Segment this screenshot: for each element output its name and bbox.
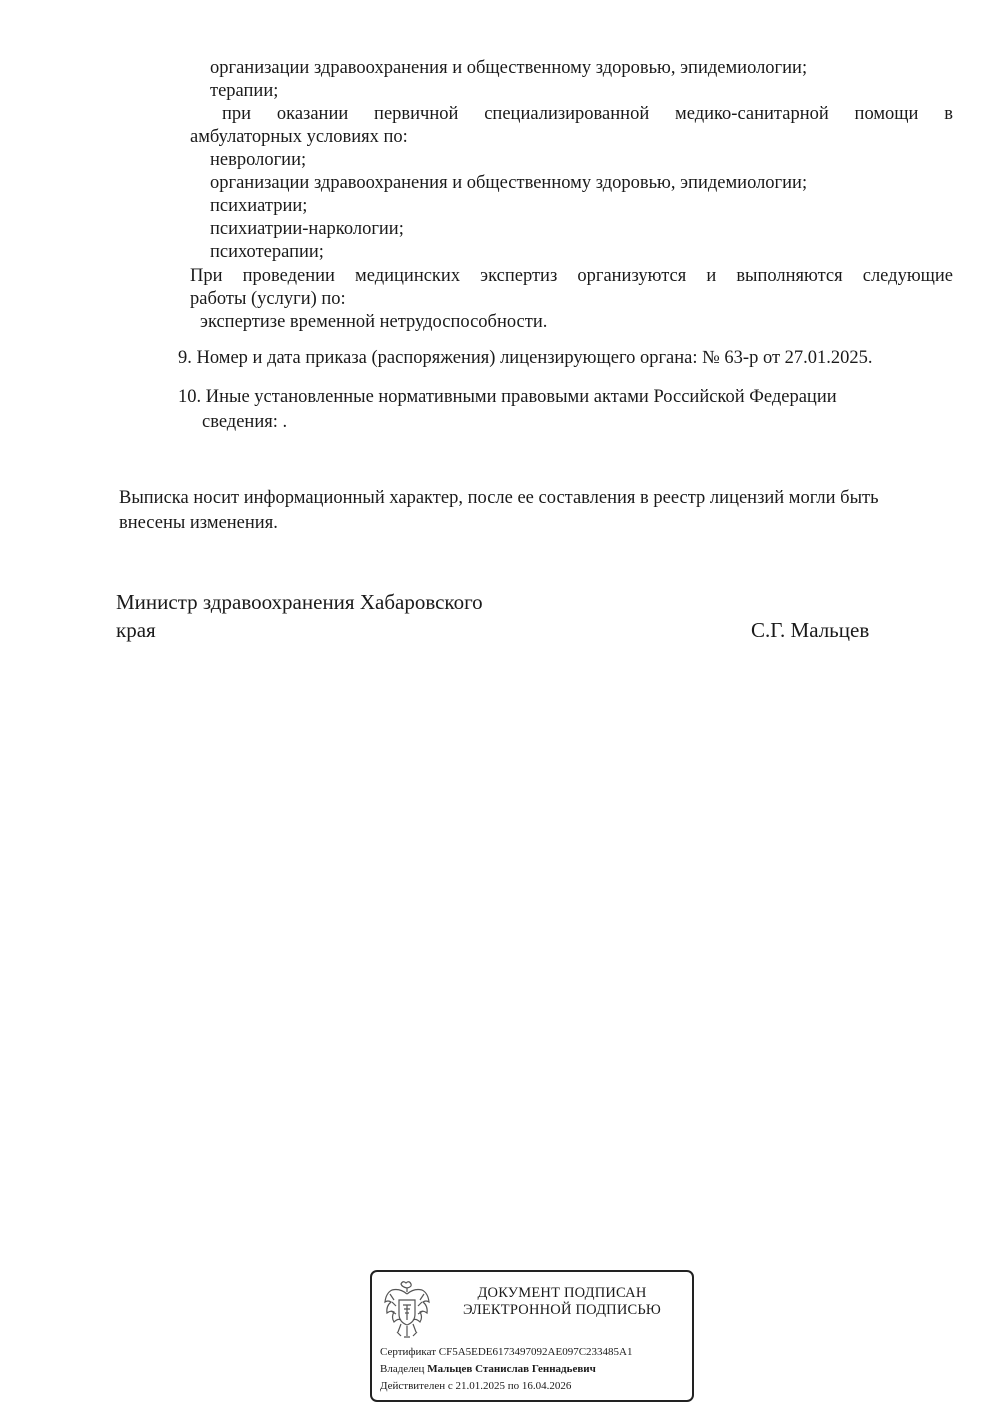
certificate-line xyxy=(380,1345,632,1359)
signer-name: С.Г. Мальцев xyxy=(751,618,870,642)
signer-position: Министр здравоохранения Хабаровского xyxy=(116,590,483,614)
certificate-label: Сертификат xyxy=(380,1346,436,1358)
activity-line: психиатрии-наркологии; xyxy=(210,219,404,239)
owner-value: Мальцев Станислав Геннадьевич xyxy=(427,1363,596,1375)
item-10-line: 10. Иные установленные нормативными правовыми актами Российской Федерации xyxy=(178,387,837,407)
activity-line: экспертизе временной нетрудоспособности. xyxy=(200,312,548,332)
item-9-order-number: 9. Номер и дата приказа (распоряжения) лицензирующего органа: № 63-р от 27.01.2025. xyxy=(178,348,873,368)
owner-line xyxy=(380,1362,596,1376)
activity-line: терапии; xyxy=(210,81,279,101)
validity-line: Действителен с 21.01.2025 по 16.04.2026 xyxy=(380,1380,572,1392)
activity-line: неврологии; xyxy=(210,150,307,170)
activity-line: амбулаторных условиях по: xyxy=(190,127,408,147)
activity-line: при оказании первичной специализированной медико-санитарной помощи в xyxy=(222,104,953,124)
signer-position: края xyxy=(116,618,156,642)
activity-line: психиатрии; xyxy=(210,196,308,216)
activity-line: организации здравоохранения и общественному здоровью, эпидемиологии; xyxy=(210,173,808,193)
certificate-value: CF5A5EDE6173497092AE097C233485A1 xyxy=(438,1346,633,1358)
owner-label: Владелец xyxy=(380,1363,425,1375)
stamp-title: ДОКУМЕНТ ПОДПИСАН xyxy=(477,1285,647,1301)
activity-line: психотерапии; xyxy=(210,242,324,262)
activity-line: работы (услуги) по: xyxy=(190,289,346,309)
item-10-line: сведения: . xyxy=(202,412,288,432)
activity-line: При проведении медицинских экспертиз организуются и выполняются следующие xyxy=(190,266,953,286)
stamp-title: ЭЛЕКТРОННОЙ ПОДПИСЬЮ xyxy=(462,1302,662,1318)
notice-line: внесены изменения. xyxy=(119,513,278,533)
activity-line: организации здравоохранения и общественному здоровью, эпидемиологии; xyxy=(210,58,808,78)
electronic-signature-stamp xyxy=(370,1270,694,1402)
notice-line: Выписка носит информационный характер, после ее составления в реестр лицензий могли быть xyxy=(119,488,879,508)
coat-of-arms-icon xyxy=(382,1278,432,1340)
